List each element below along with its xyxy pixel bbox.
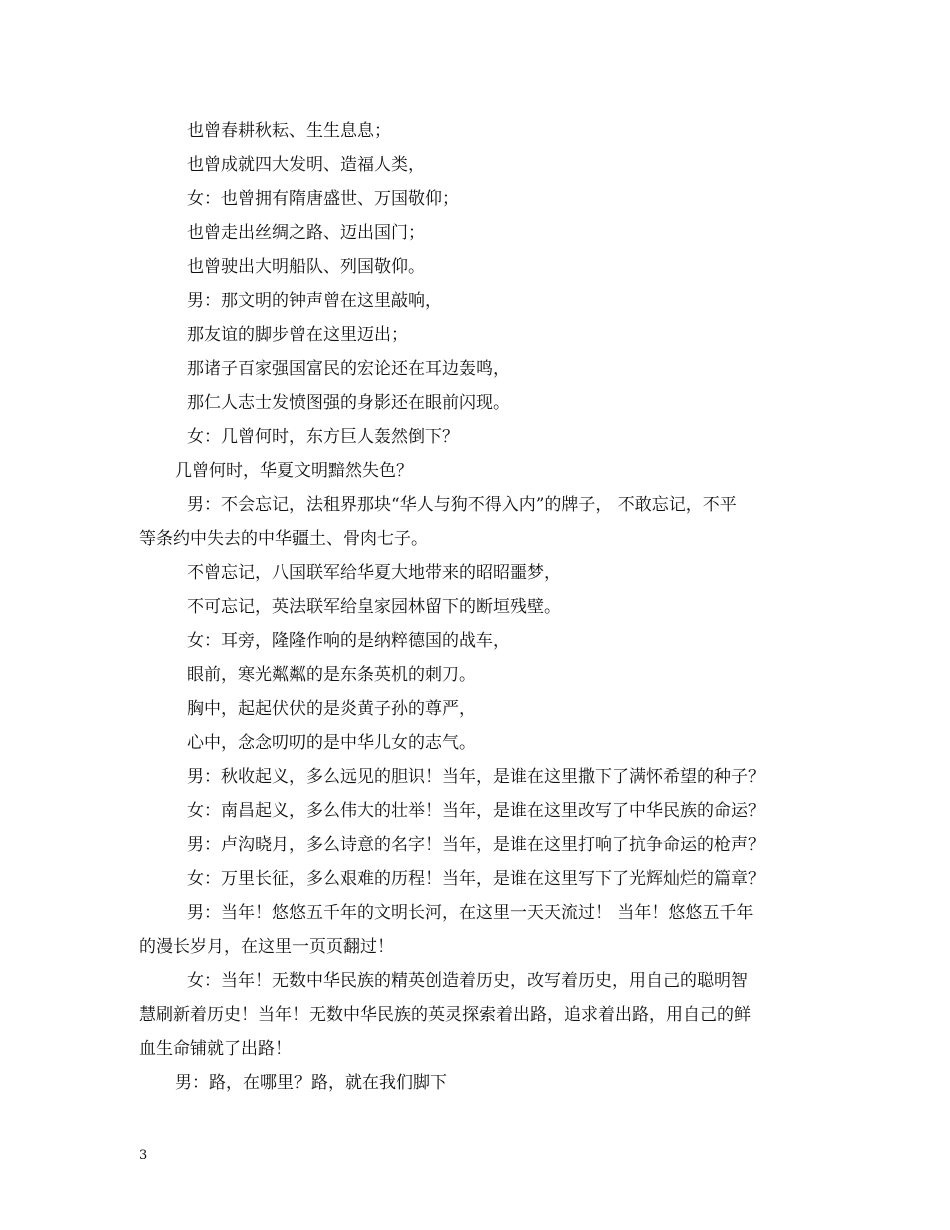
text-line: 男：秋收起义，多么远见的胆识！当年，是谁在这里撒下了满怀希望的种子？	[187, 767, 765, 787]
text-line: 男：不会忘记，法租界那块“华人与狗不得入内”的牌子， 不敢忘记，不平	[187, 495, 737, 515]
text-line: 也曾走出丝绸之路、迈出国门；	[187, 223, 425, 243]
text-line: 那诸子百家强国富民的宏论还在耳边轰鸣，	[187, 359, 510, 379]
text-line: 不可忘记，英法联军给皇家园林留下的断垣残壁。	[187, 597, 561, 617]
text-line: 女：耳旁，隆隆作响的是纳粹德国的战车，	[187, 631, 510, 651]
text-line: 心中，念念叨叨的是中华儿女的志气。	[187, 733, 476, 753]
text-line: 也曾春耕秋耘、生生息息；	[187, 121, 391, 141]
text-line: 男：当年！悠悠五千年的文明长河，在这里一天天流过！ 当年！悠悠五千年	[187, 903, 754, 923]
text-line: 女：当年！无数中华民族的精英创造着历史，改写着历史，用自己的聪明智	[187, 971, 748, 991]
text-line: 慧刷新着历史！当年！无数中华民族的英灵探索着出路，追求着出路，用自己的鲜	[139, 1005, 751, 1025]
text-line: 几曾何时，华夏文明黯然失色？	[175, 461, 413, 481]
text-line: 女：也曾拥有隋唐盛世、万国敬仰；	[187, 189, 459, 209]
text-line: 男：那文明的钟声曾在这里敲响，	[187, 291, 442, 311]
text-line: 男：卢沟晓月，多么诗意的名字！当年，是谁在这里打响了抗争命运的枪声？	[187, 835, 765, 855]
text-line: 血生命铺就了出路！	[139, 1039, 292, 1059]
text-line: 那友谊的脚步曾在这里迈出；	[187, 325, 408, 345]
text-line: 眼前，寒光粼粼的是东条英机的刺刀。	[187, 665, 476, 685]
text-line: 等条约中失去的中华疆土、骨肉七子。	[139, 529, 428, 549]
text-line: 胸中，起起伏伏的是炎黄子孙的尊严，	[187, 699, 476, 719]
text-line: 也曾成就四大发明、造福人类，	[187, 155, 425, 175]
text-line: 男：路，在哪里？路，就在我们脚下	[175, 1073, 447, 1093]
page-number: 3	[139, 1148, 148, 1163]
text-line: 女：南昌起义，多么伟大的壮举！当年，是谁在这里改写了中华民族的命运？	[187, 801, 765, 821]
text-line: 也曾驶出大明船队、列国敬仰。	[187, 257, 425, 277]
text-line: 不曾忘记，八国联军给华夏大地带来的昭昭噩梦，	[187, 563, 561, 583]
text-line: 女：万里长征，多么艰难的历程！当年，是谁在这里写下了光辉灿烂的篇章？	[187, 869, 765, 889]
text-line: 女：几曾何时，东方巨人轰然倒下？	[187, 427, 459, 447]
text-line: 的漫长岁月，在这里一页页翻过！	[139, 937, 394, 957]
text-line: 那仁人志士发愤图强的身影还在眼前闪现。	[187, 393, 510, 413]
